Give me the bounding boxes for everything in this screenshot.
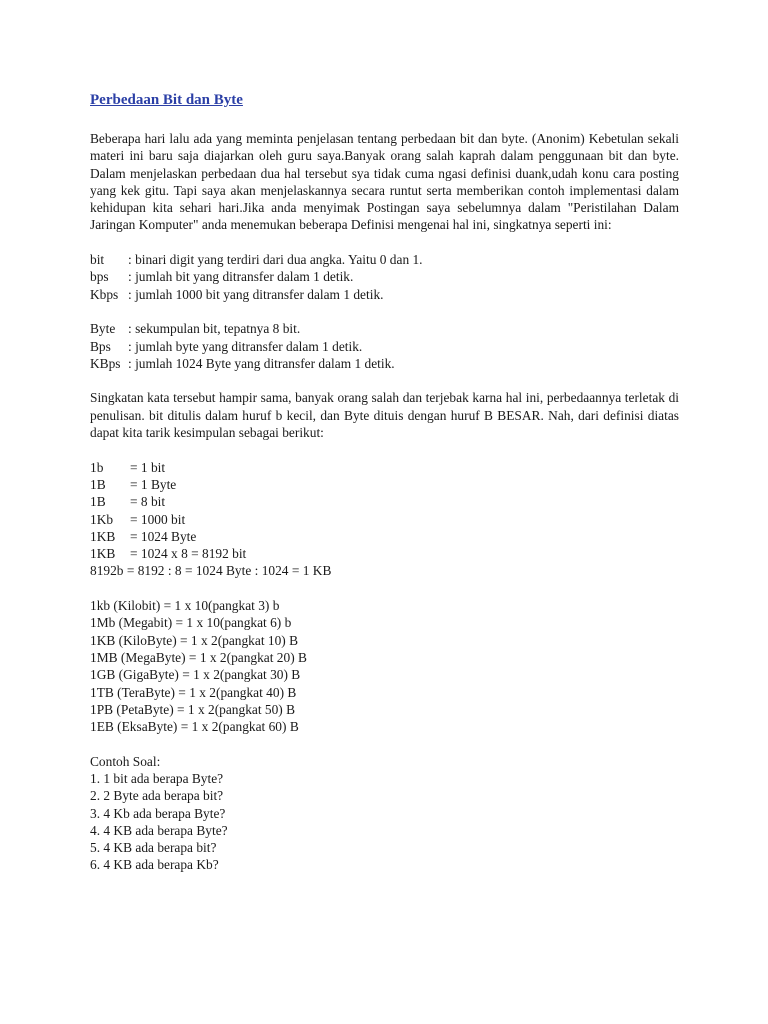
definition-desc: : jumlah bit yang ditransfer dalam 1 detik. bbox=[128, 269, 354, 285]
definition-term: Kbps bbox=[90, 286, 119, 302]
unit-line: 1TB (TeraByte) = 1 x 2(pangkat 40) B bbox=[90, 684, 297, 700]
equation-list bbox=[90, 459, 679, 580]
equation-term: 1B bbox=[90, 494, 106, 510]
question-item: 2. 2 Byte ada berapa bit? bbox=[90, 788, 224, 804]
equation-term: 1Kb bbox=[90, 511, 114, 527]
equation-row bbox=[90, 476, 679, 493]
equation-value: = 1 bit bbox=[130, 459, 166, 475]
equation-term: 1B bbox=[90, 476, 106, 492]
equation-line: 8192b = 8192 : 8 = 1024 Byte : 1024 = 1 KB bbox=[90, 563, 332, 579]
question-item: 3. 4 Kb ada berapa Byte? bbox=[90, 805, 226, 821]
unit-line: 1GB (GigaByte) = 1 x 2(pangkat 30) B bbox=[90, 667, 301, 683]
unit-line: 1MB (MegaByte) = 1 x 2(pangkat 20) B bbox=[90, 649, 307, 665]
question-item: 5. 4 KB ada berapa bit? bbox=[90, 840, 217, 856]
equation-row bbox=[90, 528, 679, 545]
spacer bbox=[90, 441, 679, 458]
definition-term: bit bbox=[90, 252, 105, 268]
unit-list bbox=[90, 597, 679, 735]
equation-value: = 8 bit bbox=[130, 494, 166, 510]
equation-row bbox=[90, 545, 679, 562]
unit-line: 1EB (EksaByte) = 1 x 2(pangkat 60) B bbox=[90, 719, 299, 735]
document-page bbox=[90, 90, 679, 874]
intro-paragraph: Beberapa hari lalu ada yang meminta penjelasan tentang perbedaan bit dan byte. (Anonim) Kebetulan sekali materi ini baru saja diajarkan oleh guru saya.Banyak orang salah kaprah dalam penggunaan bit dan byte. Dalam menjelaskan perbedaan dua hal tersebut sya tidak cuma ngasi definisi duank,udah konu cara posting yang kek gitu. Tapi saya akan menjelaskannya secara runtut serta memberikan contoh implementasi dalam kehidupan kita sehari hari.Jika anda menyimak Postingan saya sebelumnya dalam "Peristilahan Dalam Jaringan Komputer" anda menemukan beberapa Definisi mengenai hal ini, singkatnya seperti ini: bbox=[90, 131, 679, 233]
definition-desc: : jumlah byte yang ditransfer dalam 1 detik. bbox=[128, 338, 363, 354]
definition-row bbox=[90, 338, 679, 355]
spacer bbox=[90, 735, 679, 752]
definition-desc: : jumlah 1000 bit yang ditransfer dalam 1 detik. bbox=[128, 286, 384, 302]
question-item: 1. 1 bit ada berapa Byte? bbox=[90, 770, 224, 786]
equation-term: 1KB bbox=[90, 528, 116, 544]
definition-row bbox=[90, 268, 679, 285]
equation-value: = 1 Byte bbox=[130, 476, 177, 492]
definition-row bbox=[90, 286, 679, 303]
definition-desc: : binari digit yang terdiri dari dua angka. Yaitu 0 dan 1. bbox=[128, 252, 423, 268]
definition-row bbox=[90, 320, 679, 337]
spacer bbox=[90, 580, 679, 597]
unit-line: 1Mb (Megabit) = 1 x 10(pangkat 6) b bbox=[90, 615, 292, 631]
question-item: 4. 4 KB ada berapa Byte? bbox=[90, 822, 228, 838]
definition-term: KBps bbox=[90, 355, 121, 371]
equation-row bbox=[90, 493, 679, 510]
definition-row bbox=[90, 251, 679, 268]
unit-line: 1KB (KiloByte) = 1 x 2(pangkat 10) B bbox=[90, 632, 299, 648]
spacer bbox=[90, 372, 679, 389]
document-title: Perbedaan Bit dan Byte bbox=[90, 92, 243, 108]
equation-value: = 1000 bit bbox=[130, 511, 186, 527]
definition-desc: : sekumpulan bit, tepatnya 8 bit. bbox=[128, 321, 301, 337]
definition-term: Byte bbox=[90, 321, 116, 337]
spacer bbox=[90, 303, 679, 320]
equation-term: 1KB bbox=[90, 546, 116, 562]
definition-term: bps bbox=[90, 269, 109, 285]
spacer bbox=[90, 234, 679, 251]
questions-section bbox=[90, 753, 679, 874]
equation-term: 1b bbox=[90, 459, 104, 475]
definition-row bbox=[90, 355, 679, 372]
definition-term: Bps bbox=[90, 338, 111, 354]
equation-value: = 1024 x 8 = 8192 bit bbox=[130, 546, 247, 562]
bit-definitions bbox=[90, 251, 679, 303]
equation-row bbox=[90, 511, 679, 528]
definition-desc: : jumlah 1024 Byte yang ditransfer dalam 1 detik. bbox=[128, 355, 395, 371]
summary-paragraph: Singkatan kata tersebut hampir sama, banyak orang salah dan terjebak karna hal ini, perbedaannya terletak di penulisan. bit ditulis dalam huruf b kecil, dan Byte dituis dengan huruf B BESAR. Nah, dari definisi diatas dapat kita tarik kesimpulan sebagai berikut: bbox=[90, 390, 679, 441]
byte-definitions bbox=[90, 320, 679, 372]
question-item: 6. 4 KB ada berapa Kb? bbox=[90, 857, 219, 873]
equation-value: = 1024 Byte bbox=[130, 528, 197, 544]
unit-line: 1kb (Kilobit) = 1 x 10(pangkat 3) b bbox=[90, 598, 280, 614]
equation-row bbox=[90, 459, 679, 476]
unit-line: 1PB (PetaByte) = 1 x 2(pangkat 50) B bbox=[90, 701, 296, 717]
questions-heading: Contoh Soal: bbox=[90, 753, 161, 769]
